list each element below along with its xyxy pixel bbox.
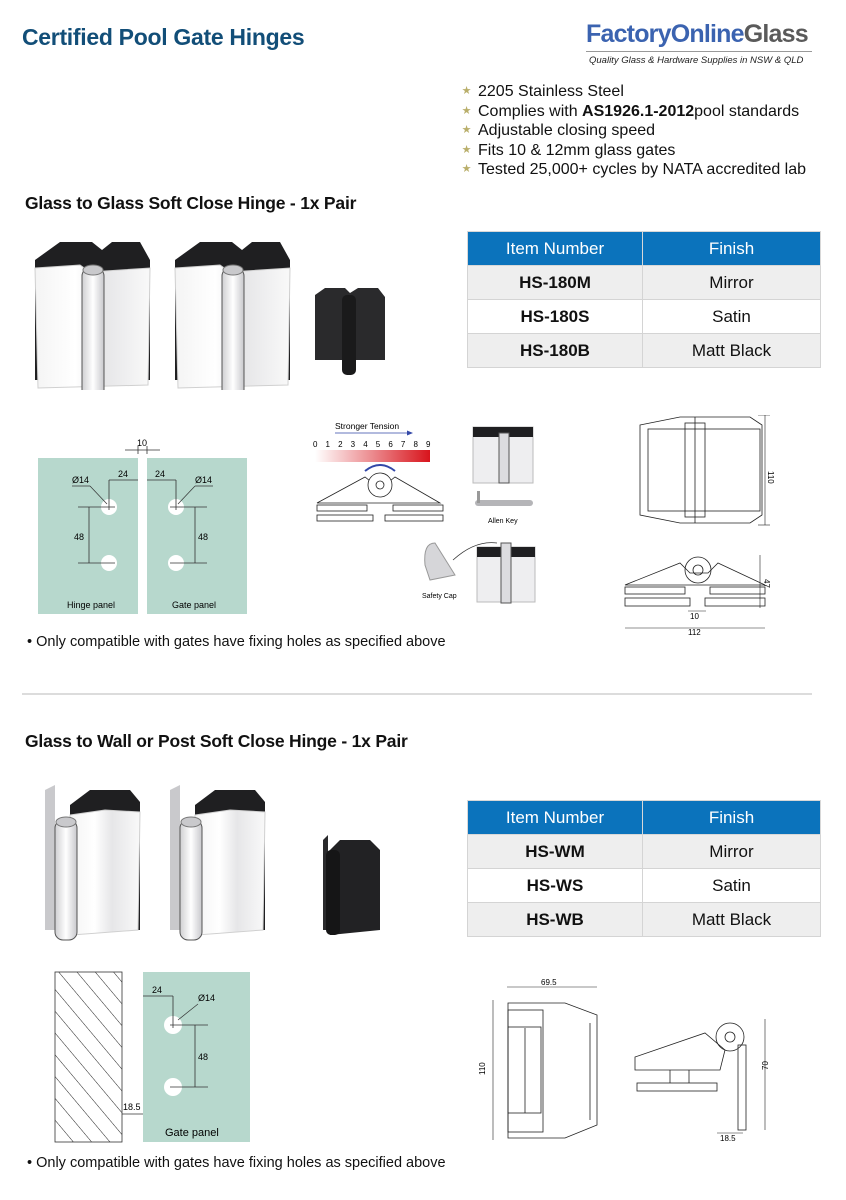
right-edge-offset: 24 [155,469,166,479]
tension-gradient-bar [315,450,430,462]
rotation-arrow-icon [365,465,395,471]
column-header-item-number: Item Number [468,232,643,266]
section-divider [22,693,812,695]
item-number-cell: HS-180B [468,334,643,368]
tension-scale-tick: 4 [363,440,368,449]
hinge-panel-label: Hinge panel [67,600,116,610]
item-number-cell: HS-180S [468,300,643,334]
tension-scale-tick: 5 [375,440,381,449]
logo-part-2: Glass [743,20,808,48]
table-row [468,869,821,903]
gate-panel-shape [143,972,250,1142]
right-hole-spacing: 48 [198,532,209,542]
table-row [468,835,821,869]
logo-wordmark [586,20,812,48]
hinge-front-view [640,417,762,523]
finish-cell: Satin [643,869,821,903]
compatibility-note: • Only compatible with gates have fixing holes as specified above [27,1155,446,1171]
finish-cell: Matt Black [643,903,821,937]
page-title: Certified Pool Gate Hinges [22,24,305,50]
star-bullet-icon: ★ [461,104,472,117]
hole-diameter: Ø14 [198,993,216,1003]
wall-hinge-photo-satin [170,785,265,940]
finish-cell: Mirror [643,835,821,869]
wall-hinge-photo-matt-black [323,835,380,935]
wall-gap-dimension: 18.5 [720,1134,736,1143]
height-dimension: 110 [478,1062,487,1075]
wall-gap-dimension: 18.5 [123,1102,141,1112]
feature-item [460,82,806,102]
feature-list [460,82,806,180]
depth-dimension: 47 [762,579,771,588]
hinge-photo-cap [477,543,535,603]
arrow-right-icon [407,431,413,436]
wall-hinge-top-view [635,1023,746,1130]
technical-drawing-glass-to-wall [475,975,795,1150]
safety-cap-photo [425,543,455,580]
star-bullet-icon: ★ [461,85,472,97]
item-number-cell: HS-180M [468,266,643,300]
wall-post-section [55,972,122,1142]
gap-dimension: 10 [137,438,148,448]
tension-label: Stronger Tension [335,421,400,431]
feature-item [460,121,806,141]
panel-drilling-diagram-glass-to-glass [30,430,250,620]
feature-text: Adjustable closing speed [478,122,656,140]
hinge-photo-satin [175,242,290,390]
item-number-cell: HS-WS [468,869,643,903]
width-dimension: 69.5 [541,978,557,987]
table-header-row [468,801,821,835]
section-title-glass-to-wall: Glass to Wall or Post Soft Close Hinge - 1x Pair [25,731,408,751]
feature-text: Tested 25,000+ cycles by NATA accredited lab [478,161,807,179]
tension-scale [313,440,431,449]
star-bullet-icon: ★ [461,124,472,137]
tension-scale-tick: 3 [350,440,356,449]
star-bullet-icon: ★ [461,143,472,156]
tension-scale-tick: 6 [388,440,393,449]
tension-scale-tick: 1 [325,440,331,449]
finish-cell: Satin [643,300,821,334]
gate-panel-label: Gate panel [172,600,217,610]
hinge-photo-tension [473,427,533,483]
feature-item [460,141,806,161]
hinge-photo-mirror [35,242,150,390]
spec-table-glass-to-glass [467,231,821,368]
left-edge-offset: 24 [118,469,129,479]
logo-tagline: Quality Glass & Hardware Supplies in NSW & QLD [589,55,804,66]
finish-cell: Matt Black [643,334,821,368]
column-header-finish: Finish [643,801,821,835]
wall-hinge-front-view [508,1003,597,1138]
wall-hinge-photo-mirror [45,785,140,940]
table-row [468,300,821,334]
feature-text: 2205 Stainless Steel [478,83,624,100]
panel-drilling-diagram-glass-to-wall [30,960,260,1150]
hinge-photo-matt-black [315,288,385,375]
spec-table-glass-to-wall [467,800,821,937]
item-number-cell: HS-WB [468,903,643,937]
star-bullet-icon: ★ [461,163,472,176]
right-hole-diameter: Ø14 [195,475,213,485]
logo-part-1: FactoryOnline [586,20,744,48]
left-hole-diameter: Ø14 [72,475,90,485]
brand-logo[interactable] [586,20,812,66]
tension-scale-tick: 0 [313,440,318,449]
section-title-glass-to-glass: Glass to Glass Soft Close Hinge - 1x Pair [25,193,357,213]
tension-scale-tick: 9 [426,440,431,449]
column-header-finish: Finish [643,232,821,266]
table-row [468,266,821,300]
gate-panel-label: Gate panel [165,1127,219,1139]
item-number-cell: HS-WM [468,835,643,869]
feature-standard: AS1926.1-2012 [582,102,695,120]
table-row [468,334,821,368]
depth-dimension: 70 [761,1061,770,1070]
feature-text: pool standards [694,102,800,120]
compatibility-note: • Only compatible with gates have fixing holes as specified above [27,634,446,650]
technical-drawing-glass-to-glass [610,415,800,640]
tension-scale-tick: 2 [338,440,343,449]
column-header-item-number: Item Number [468,801,643,835]
safety-cap-label: Safety Cap [422,593,457,600]
finish-cell: Mirror [643,266,821,300]
allen-key-label: Allen Key [488,518,518,525]
gap-dimension: 10 [690,612,699,621]
feature-text: Fits 10 & 12mm glass gates [478,141,676,159]
hinge-top-view-sketch [317,473,443,521]
product-photos-glass-to-wall [30,780,390,950]
tension-scale-tick: 8 [413,440,418,449]
allen-key-photo [475,491,533,506]
feature-item [460,102,806,122]
feature-item [460,160,806,180]
tension-adjustment-diagram [305,415,575,610]
logo-rule [586,51,812,52]
table-header-row [468,232,821,266]
feature-text: Complies with [478,102,578,120]
hinge-top-view [625,557,765,606]
width-dimension: 112 [688,628,701,637]
product-photos-glass-to-glass [20,230,420,390]
edge-offset: 24 [152,985,163,995]
tension-scale-tick: 7 [400,440,406,449]
left-hole-spacing: 48 [74,532,85,542]
hole-spacing: 48 [198,1052,209,1062]
table-row [468,903,821,937]
height-dimension: 110 [766,471,775,484]
